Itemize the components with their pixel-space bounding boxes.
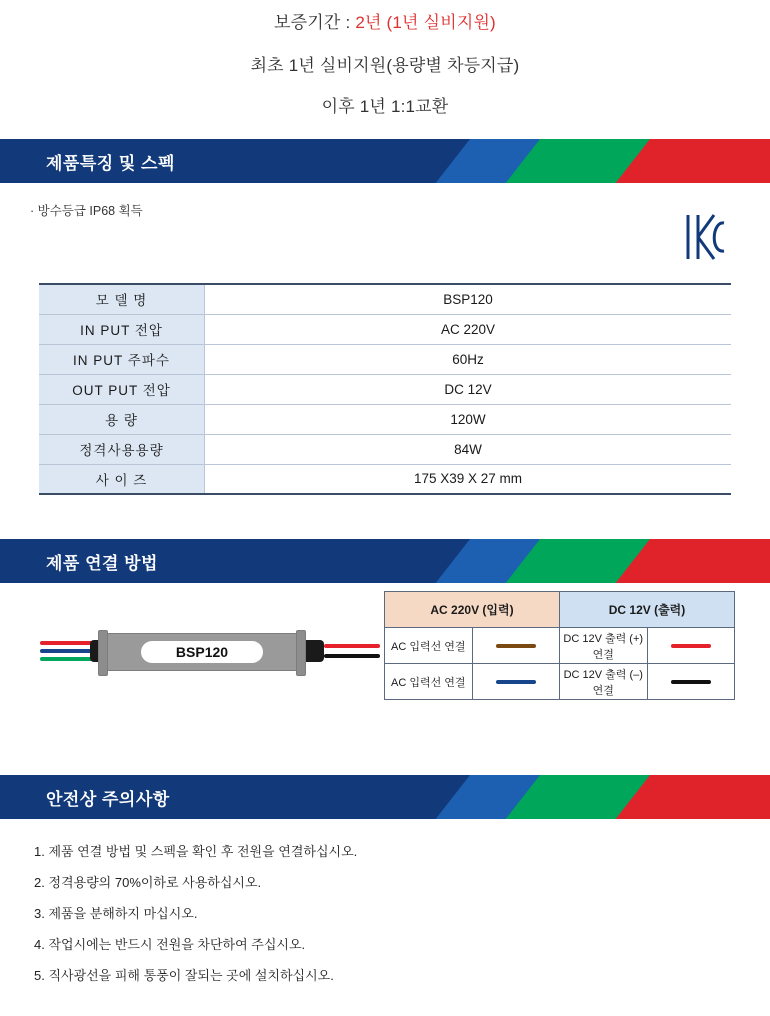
spec-label: 정격사용용량 — [39, 434, 205, 464]
table-row — [39, 314, 731, 344]
device-end-cap-left — [98, 630, 108, 676]
spec-label: IN PUT 주파수 — [39, 344, 205, 374]
warranty-line-1-accent: 2년 (1년 실비지원) — [355, 13, 496, 32]
kc-mark-area — [0, 219, 770, 277]
table-row — [385, 664, 735, 700]
wiring-header-ac: AC 220V (입력) — [385, 592, 560, 628]
spec-value: BSP120 — [205, 284, 732, 314]
table-row — [39, 284, 731, 314]
table-row — [39, 434, 731, 464]
section-title-spec: 제품특징 및 스펙 — [46, 153, 175, 173]
kc-certification-icon — [684, 213, 728, 261]
wiring-ac-swatch — [472, 664, 560, 700]
spec-value: 120W — [205, 404, 732, 434]
wire-color-red — [671, 644, 711, 648]
warranty-line-2: 최초 1년 실비지원(용량별 차등지급) — [250, 56, 520, 75]
spec-value: AC 220V — [205, 314, 732, 344]
wiring-dc-swatch — [647, 628, 735, 664]
spacer — [0, 745, 770, 775]
connection-section — [0, 583, 770, 745]
wiring-dc-swatch — [647, 664, 735, 700]
section-title-safety: 안전상 주의사항 — [46, 789, 170, 809]
list-item: 2. 정격용량의 70%이하로 사용하십시오. — [34, 875, 262, 890]
spec-label: 사 이 즈 — [39, 464, 205, 494]
warranty-line-3: 이후 1년 1:1교환 — [321, 97, 449, 116]
warranty-header — [0, 0, 770, 115]
wiring-ac-text: AC 입력선 연결 — [385, 628, 473, 664]
spec-label: IN PUT 전압 — [39, 314, 205, 344]
wire-black-right — [324, 654, 380, 658]
device-model-label: BSP120 — [141, 641, 263, 663]
spec-label: 용 량 — [39, 404, 205, 434]
device-end-cap-right — [296, 630, 306, 676]
wire-color-blue — [496, 680, 536, 684]
table-header-row — [385, 592, 735, 628]
section-banner-connection — [0, 539, 770, 583]
spec-table — [39, 283, 731, 495]
wiring-ac-text: AC 입력선 연결 — [385, 664, 473, 700]
spec-value: 84W — [205, 434, 732, 464]
spec-value: 60Hz — [205, 344, 732, 374]
table-row — [39, 374, 731, 404]
wiring-header-dc: DC 12V (출력) — [560, 592, 735, 628]
wire-red-right — [324, 644, 380, 648]
wiring-ac-swatch — [472, 628, 560, 664]
spec-label: 모 델 명 — [39, 284, 205, 314]
device-diagram — [40, 621, 380, 681]
wire-color-black — [671, 680, 711, 684]
power-supply-body — [106, 633, 298, 671]
table-row — [385, 628, 735, 664]
spec-label: OUT PUT 전압 — [39, 374, 205, 404]
spec-value: 175 X39 X 27 mm — [205, 464, 732, 494]
spacer — [0, 495, 770, 539]
table-row — [39, 464, 731, 494]
spec-note: · 방수등급 IP68 획득 — [30, 204, 143, 218]
warranty-line-1 — [0, 14, 770, 31]
section-banner-safety — [0, 775, 770, 819]
list-item: 4. 작업시에는 반드시 전원을 차단하여 주십시오. — [34, 937, 306, 952]
table-row — [39, 344, 731, 374]
list-item: 5. 직사광선을 피해 통풍이 잘되는 곳에 설치하십시오. — [34, 968, 334, 983]
spec-value: DC 12V — [205, 374, 732, 404]
safety-list — [0, 819, 770, 984]
wire-color-brown — [496, 644, 536, 648]
warranty-line-1-prefix: 보증기간 : — [274, 13, 356, 32]
section-title-connection: 제품 연결 방법 — [46, 553, 158, 573]
spec-section — [0, 183, 770, 495]
wiring-dc-text: DC 12V 출력 (+) 연결 — [560, 628, 648, 664]
section-banner-spec — [0, 139, 770, 183]
wiring-dc-text: DC 12V 출력 (–) 연결 — [560, 664, 648, 700]
wiring-table — [384, 591, 735, 700]
list-item: 3. 제품을 분해하지 마십시오. — [34, 906, 198, 921]
list-item: 1. 제품 연결 방법 및 스펙을 확인 후 전원을 연결하십시오. — [34, 844, 358, 859]
table-row — [39, 404, 731, 434]
